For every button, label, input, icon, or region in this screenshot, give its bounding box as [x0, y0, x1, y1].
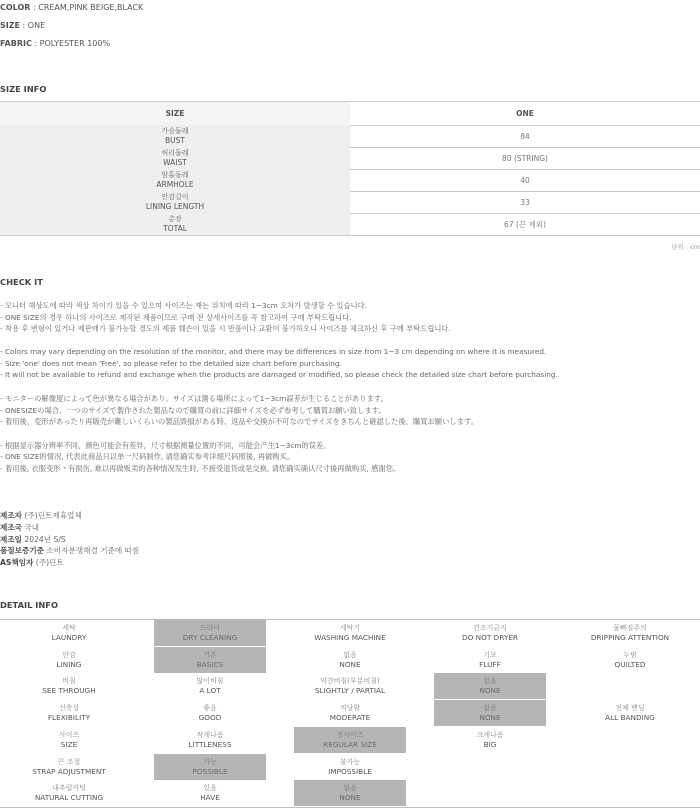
- size-label-en: TOTAL: [163, 224, 187, 233]
- detail-option: [574, 700, 686, 726]
- check-line: - Size 'one' does not mean 'Free', so please refer to the detailed size chart before purchasing.: [0, 359, 342, 368]
- detail-label-ko: 불가능: [339, 757, 361, 766]
- size-row-label: [0, 213, 350, 235]
- size-label-en: ARMHOLE: [156, 180, 194, 189]
- size-header-label: SIZE: [0, 102, 350, 125]
- detail-category-cell: [13, 754, 125, 780]
- detail-label-ko: 사이즈: [58, 730, 80, 739]
- detail-label-en: IMPOSSIBLE: [328, 766, 372, 776]
- check-line: - ONE SIZE의 경우 하나의 사이즈로 제작된 제품이므로 구매 전 상세사이즈를 꼭 참고하여 구매 부탁드립니다.: [0, 313, 352, 322]
- detail-label-ko: 없음: [483, 703, 497, 712]
- detail-label-en: NONE: [479, 712, 501, 722]
- detail-label-ko: 적당함: [339, 703, 361, 712]
- check-line: - Colors may vary depending on the resolution of the monitor, and there may be differences in size from 1~3 cm depending on where it is measured.: [0, 347, 547, 356]
- detail-label-en: LITTLENESS: [188, 739, 232, 749]
- spec-value: : ONE: [20, 21, 46, 30]
- detail-option-selected: [154, 647, 266, 673]
- detail-label-en: NONE: [339, 659, 361, 669]
- maker-value: 국내: [22, 523, 40, 532]
- detail-label-ko: 세탁기: [339, 623, 361, 632]
- detail-label-ko: 전체 밴딩: [615, 703, 645, 712]
- size-label-en: WAIST: [163, 158, 187, 167]
- size-label-ko: 안감길이: [161, 193, 189, 201]
- size-row-value: 33: [520, 197, 530, 207]
- size-row-label: [0, 147, 350, 169]
- detail-option: [154, 780, 266, 806]
- detail-label-en: NATURAL CUTTING: [34, 792, 104, 802]
- detail-label-ko: 비침: [62, 676, 76, 685]
- spec-value: : POLYESTER 100%: [31, 39, 111, 48]
- detail-option-selected: [434, 700, 546, 726]
- size-label-en: LINING LENGTH: [145, 202, 205, 211]
- detail-label-en: SLIGHTLY / PARTIAL: [314, 685, 386, 695]
- detail-label-ko: 기모: [483, 650, 497, 659]
- detail-label-en: WASHING MACHINE: [314, 632, 386, 642]
- size-table-header: [0, 102, 700, 126]
- spec-size: [0, 21, 45, 30]
- detail-option: [574, 620, 686, 646]
- size-row-value: 84: [520, 131, 530, 141]
- detail-option-selected: [434, 673, 546, 699]
- detail-option: [294, 673, 406, 699]
- spec-value: : CREAM,PINK BEIGE,BLACK: [30, 3, 144, 12]
- size-row-value: 80 (STRING): [502, 153, 548, 163]
- check-line: - 모니터 해상도에 따라 색상 차이가 있을 수 있으며 사이즈는 재는 위치에 따라 1~3cm 오차가 발생할 수 있습니다.: [0, 301, 367, 310]
- detail-category-cell: [13, 700, 125, 726]
- detail-label-en: DRY CLEANING: [182, 632, 238, 642]
- detail-category-cell: [13, 727, 125, 753]
- detail-option: [434, 620, 546, 646]
- size-label-ko: 가슴둘레: [161, 127, 189, 135]
- detail-category-cell: [13, 647, 125, 673]
- maker-line: [0, 534, 66, 545]
- spec-key: COLOR: [0, 3, 31, 12]
- size-row: [0, 169, 700, 192]
- maker-value: (주)딘트제휴업체: [22, 511, 82, 520]
- maker-line: [0, 545, 139, 556]
- maker-key: 품질보증기준: [0, 546, 45, 555]
- check-line: - 着用後、変形があったり再販売が難しいくらいの製品毀損がある時、返品や交換が不可なのでサイズをきちんと確認した後、購買お願いします。: [0, 417, 479, 426]
- detail-option: [294, 700, 406, 726]
- spec-fabric: [0, 39, 110, 48]
- detail-label-en: REGULAR SIZE: [323, 739, 377, 749]
- detail-label-en: ALL BANDING: [605, 712, 655, 722]
- detail-label-en: FLEXIBILITY: [47, 712, 91, 722]
- maker-value: 2024년 S/S: [22, 535, 66, 544]
- detail-label-ko: 가능: [203, 757, 217, 766]
- detail-label-en: SIZE: [60, 739, 78, 749]
- detail-label-ko: 있음: [203, 783, 217, 792]
- detail-label-en: NONE: [479, 685, 501, 695]
- detail-label-ko: 세탁: [62, 623, 76, 632]
- detail-label-ko: 안감: [62, 650, 76, 659]
- detail-label-ko: 드라이: [199, 623, 221, 632]
- detail-option: [294, 620, 406, 646]
- check-line: - モニターの解像度によって色が異なる場合があり、サイズは測る場所によって1~3cm誤差が生じることがあります。: [0, 394, 388, 403]
- detail-category-cell: [13, 620, 125, 646]
- size-label-ko: 암홀둘레: [161, 171, 189, 179]
- detail-label-ko: 건조기금지: [473, 623, 507, 632]
- detail-label-en: GOOD: [198, 712, 222, 722]
- size-row: [0, 213, 700, 236]
- maker-line: [0, 522, 39, 533]
- detail-option-selected: [294, 780, 406, 806]
- detail-label-ko: 없음: [343, 783, 357, 792]
- maker-value: (주)딘트: [33, 558, 64, 567]
- detail-option: [434, 727, 546, 753]
- size-row: [0, 125, 700, 148]
- check-line: - ONESIZEの場合、一つのサイズで製作された製品なので購買の前に詳細サイズを必ず参考して購買お願い致します。: [0, 406, 386, 415]
- maker-key: 제조자: [0, 511, 23, 520]
- size-row-label: [0, 125, 350, 147]
- detail-label-en: A LOT: [199, 685, 221, 695]
- detail-label-en: LINING: [56, 659, 82, 669]
- detail-label-ko: 많이비침: [196, 676, 224, 685]
- check-line: - 着用後, 衣服变形丶有损伤, 难以再做贩卖的各种情况发生时, 不接受退货或是交换, 请您确实确认尺寸後再做购买, 感谢您。: [0, 464, 401, 473]
- detail-label-ko: 좋음: [203, 703, 217, 712]
- detail-label-ko: 없음: [343, 650, 357, 659]
- detail-label-en: HAVE: [200, 792, 220, 802]
- size-row: [0, 147, 700, 170]
- detail-category-cell: [13, 673, 125, 699]
- detail-label-ko: 신축성: [58, 703, 80, 712]
- maker-line: [0, 557, 64, 568]
- detail-option: [154, 673, 266, 699]
- spec-key: SIZE: [0, 21, 21, 30]
- detail-label-ko: 기본: [203, 650, 217, 659]
- detail-option-selected: [294, 727, 406, 753]
- detail-label-en: DRIPPING ATTENTION: [590, 632, 670, 642]
- spec-key: FABRIC: [0, 39, 32, 48]
- detail-label-en: POSSIBLE: [192, 766, 228, 776]
- detail-option: [294, 754, 406, 780]
- size-label-ko: 총장: [168, 215, 182, 223]
- detail-label-en: BASICS: [196, 659, 224, 669]
- detail-option-selected: [154, 754, 266, 780]
- detail-category-cell: [13, 780, 125, 806]
- maker-line: [0, 510, 82, 521]
- size-row: [0, 191, 700, 214]
- spec-color: [0, 3, 143, 12]
- detail-label-en: LAUNDRY: [51, 632, 87, 642]
- detail-label-ko: 내추럴커팅: [52, 783, 86, 792]
- detail-label-en: MODERATE: [329, 712, 371, 722]
- detail-label-en: NONE: [339, 792, 361, 802]
- detail-info-title: DETAIL INFO: [0, 600, 59, 610]
- size-header-value: ONE: [350, 102, 700, 125]
- detail-label-ko: 끈 조절: [57, 757, 81, 766]
- size-label-ko: 허리둘레: [161, 149, 189, 157]
- detail-label-ko: 물빠짐주의: [613, 623, 647, 632]
- size-unit-note: 단위 : cm: [671, 243, 700, 251]
- detail-label-en: BIG: [483, 739, 497, 749]
- detail-label-en: STRAP ADJUSTMENT: [32, 766, 106, 776]
- detail-option: [294, 647, 406, 673]
- detail-option: [154, 700, 266, 726]
- detail-label-en: QUILTED: [614, 659, 646, 669]
- maker-key: AS책임자: [0, 558, 34, 567]
- detail-label-ko: 크게나옴: [476, 730, 504, 739]
- maker-key: 제조국: [0, 523, 23, 532]
- detail-option: [574, 647, 686, 673]
- maker-key: 제조일: [0, 535, 23, 544]
- size-row-label: [0, 191, 350, 213]
- size-label-en: BUST: [165, 136, 185, 145]
- check-line: - ONE SIZE的情况, 代表此商品只以单一尺码制作, 请您确实参考详细尺码照後, 再做购买。: [0, 452, 295, 461]
- size-info-title: SIZE INFO: [0, 84, 47, 94]
- size-row-value: 40: [520, 175, 530, 185]
- detail-label-en: DO NOT DRYER: [461, 632, 519, 642]
- detail-label-ko: 정사이즈: [336, 730, 364, 739]
- maker-value: 소비자분쟁해결 기준에 따름: [44, 546, 140, 555]
- detail-label-en: FLUFF: [479, 659, 501, 669]
- check-line: - 根据显示器分辨率不同，颜色可能会有差异，尺寸根据测量位置的不同，可能会产生1~3cm的误差。: [0, 441, 331, 450]
- size-row-value: 67 (끈 제외): [504, 219, 546, 229]
- detail-label-ko: 약간비침(부분비침): [320, 676, 380, 685]
- detail-label-en: SEE THROUGH: [42, 685, 96, 695]
- check-it-title: CHECK IT: [0, 277, 43, 287]
- check-line: - 착용 후 변형이 있거나 제판매가 불가능할 경도의 제품 훼손이 있을 시 반품이나 교환이 불가하오니 사이즈를 체크하신 후 구매 부탁드립니다.: [0, 324, 451, 333]
- detail-option-selected: [154, 620, 266, 646]
- size-row-label: [0, 169, 350, 191]
- check-line: - It will not be available to refund and exchange when the products are damaged or modified, so please check the detailed size chart before purchasing.: [0, 370, 558, 379]
- detail-label-ko: 없음: [483, 676, 497, 685]
- detail-label-ko: 작게나옴: [196, 730, 224, 739]
- detail-option: [154, 727, 266, 753]
- detail-label-ko: 누빔: [623, 650, 637, 659]
- detail-option: [434, 647, 546, 673]
